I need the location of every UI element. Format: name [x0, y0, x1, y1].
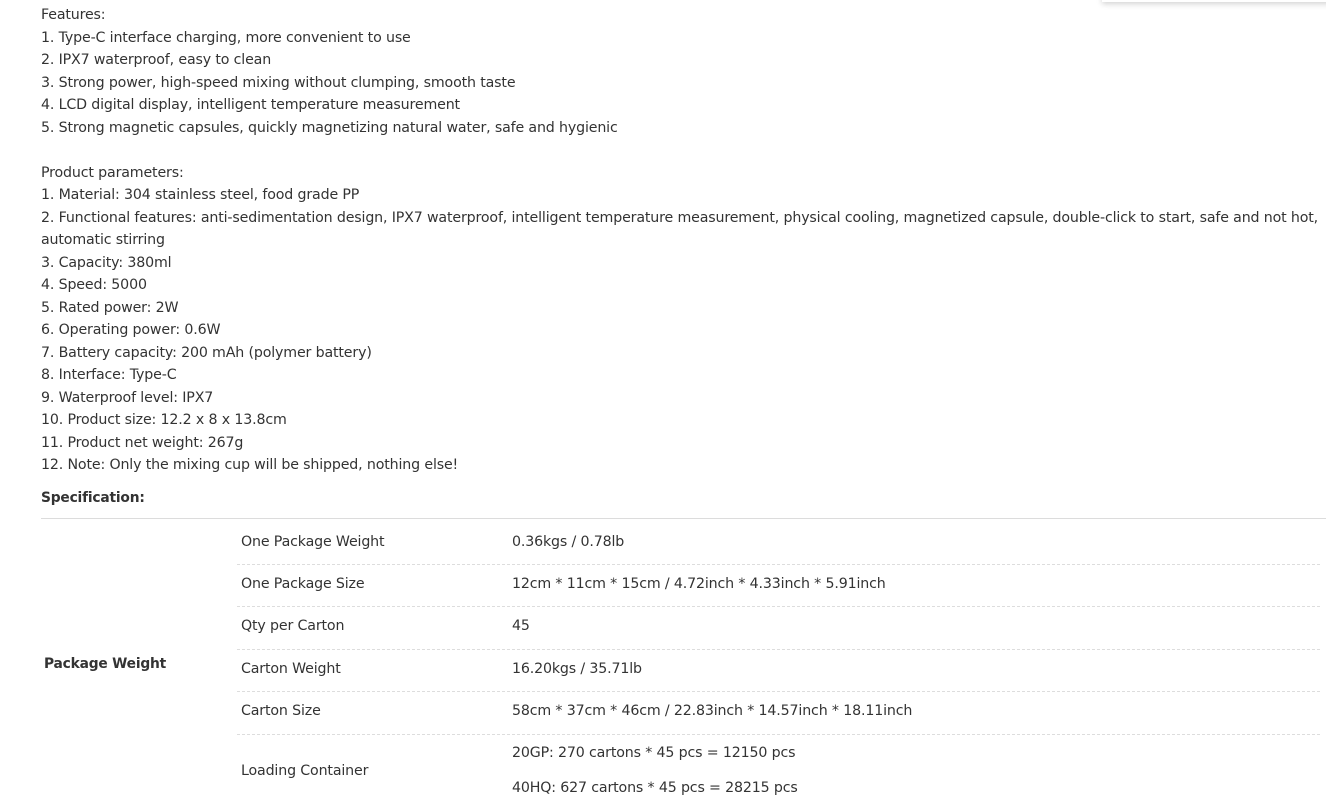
- spec-value: 12cm * 11cm * 15cm / 4.72inch * 4.33inch * 5.91inch: [512, 576, 886, 592]
- spec-row-carton-weight: [237, 650, 1320, 692]
- parameter-item: 7. Battery capacity: 200 mAh (polymer battery): [41, 344, 372, 361]
- spec-row-loading-container: [237, 735, 1320, 803]
- parameter-item: 12. Note: Only the mixing cup will be shipped, nothing else!: [41, 457, 459, 473]
- spec-value: 45: [512, 618, 530, 634]
- parameter-item: 6. Operating power: 0.6W: [41, 322, 221, 338]
- features-heading: Features:: [41, 7, 106, 23]
- spec-row-one-package-size: [237, 565, 1320, 607]
- specification-title: Specification:: [41, 490, 145, 506]
- spec-value: 0.36kgs / 0.78lb: [512, 534, 625, 550]
- parameter-item: 2. Functional features: anti-sedimentation design, IPX7 waterproof, intelligent temperature measurement, physical cooling, magnetized capsule, double-click to start, safe and not hot, automatic stirring: [41, 209, 1319, 248]
- parameter-item: 8. Interface: Type-C: [41, 367, 177, 383]
- feature-item: 2. IPX7 waterproof, easy to clean: [41, 52, 272, 68]
- spec-key: Carton Weight: [241, 661, 341, 677]
- specification-divider: [41, 518, 1326, 519]
- feature-item: 4. LCD digital display, intelligent temperature measurement: [41, 97, 460, 113]
- spec-key: One Package Size: [241, 576, 365, 592]
- feature-item: 5. Strong magnetic capsules, quickly magnetizing natural water, safe and hygienic: [41, 119, 618, 136]
- parameters-heading: Product parameters:: [41, 164, 184, 181]
- overlay-panel-edge: [1102, 0, 1326, 2]
- product-description: [41, 4, 1326, 477]
- parameter-item: 1. Material: 304 stainless steel, food grade PP: [41, 187, 360, 203]
- spec-key: One Package Weight: [241, 534, 385, 550]
- spec-key: Qty per Carton: [241, 618, 345, 634]
- spec-value: 40HQ: 627 cartons * 45 pcs = 28215 pcs: [512, 780, 798, 796]
- spec-group-label: Package Weight: [44, 656, 167, 672]
- parameter-item: 3. Capacity: 380ml: [41, 254, 172, 271]
- spec-value: 58cm * 37cm * 46cm / 22.83inch * 14.57inch * 18.11inch: [512, 703, 913, 719]
- feature-item: 1. Type-C interface charging, more convenient to use: [41, 29, 411, 46]
- parameter-item: 11. Product net weight: 267g: [41, 434, 244, 451]
- parameter-item: 10. Product size: 12.2 x 8 x 13.8cm: [41, 412, 287, 428]
- spec-key: Loading Container: [241, 763, 369, 779]
- spec-key: Carton Size: [241, 703, 321, 719]
- spec-row-qty-per-carton: [237, 607, 1320, 650]
- spec-row-one-package-weight: [237, 522, 1320, 565]
- paragraph-gap: [41, 139, 1326, 162]
- feature-item: 3. Strong power, high-speed mixing without clumping, smooth taste: [41, 74, 516, 91]
- spec-value: 16.20kgs / 35.71lb: [512, 661, 642, 677]
- parameter-item: 9. Waterproof level: IPX7: [41, 389, 214, 406]
- spec-row-carton-size: [237, 692, 1320, 735]
- parameter-item: 4. Speed: 5000: [41, 277, 147, 293]
- parameter-item: 5. Rated power: 2W: [41, 299, 179, 316]
- spec-value: 20GP: 270 cartons * 45 pcs = 12150 pcs: [512, 745, 796, 761]
